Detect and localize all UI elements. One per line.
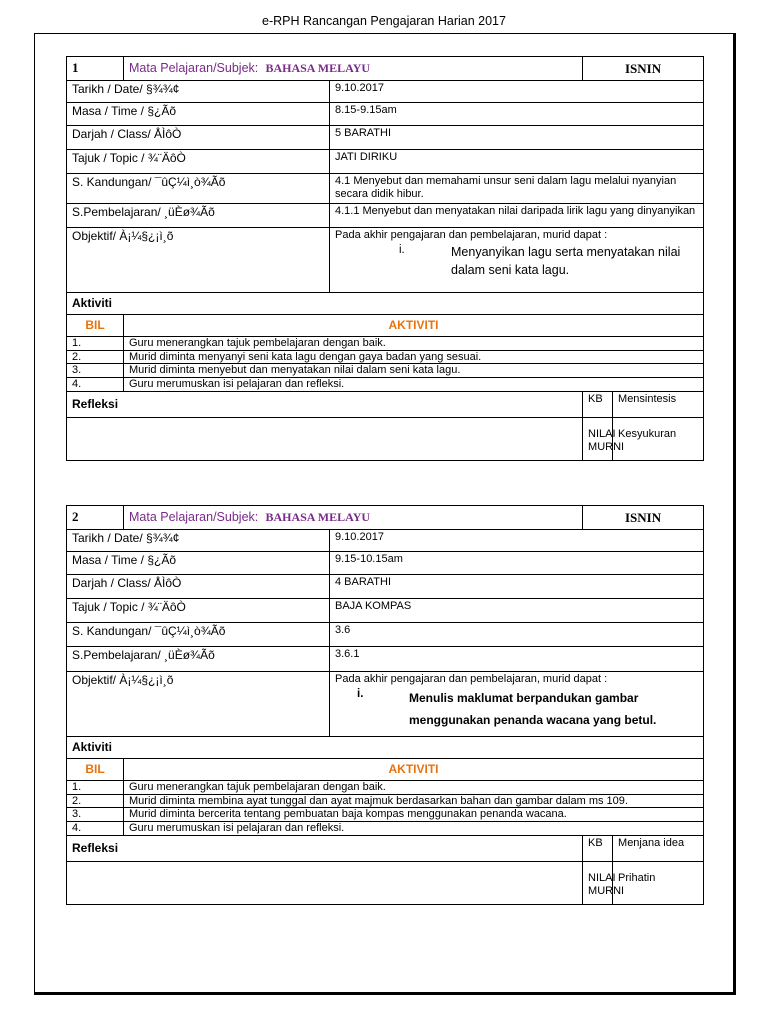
bil-header: BIL [67,759,124,781]
content-value: 4.1 Menyebut dan memahami unsur seni dalam lagu melalui nyanyian secara didik hibur. [330,174,704,204]
subject-cell [124,506,583,530]
activity-text: Murid diminta membina ayat tunggal dan ayat majmuk berdasarkan bahan dan gambar dalam ms 109. [124,794,704,808]
objective-text: Menulis maklumat berpandukan gambar menggunakan penanda wacana yang betul. [409,691,657,727]
topic-value: JATI DIRIKU [330,150,704,174]
objective-text: Menyanyikan lagu serta menyatakan nilai dalam seni kata lagu. [451,245,681,277]
content-value: 3.6 [330,623,704,647]
subject-cell [124,57,583,81]
nilai-murni-label: NILAI MURNI [583,861,613,904]
kb-label: KB [583,391,613,417]
nilai-murni-value: Prihatin [613,861,704,904]
activity-number: 2. [67,794,124,808]
aktiviti-header: AKTIVITI [124,315,704,337]
subject-value: BAHASA MELAYU [265,60,371,75]
time-value: 8.15-9.15am [330,103,704,126]
bil-header: BIL [67,315,124,337]
activity-number: 3. [67,808,124,822]
aktiviti-heading: Aktiviti [67,293,704,315]
subject-value: BAHASA MELAYU [265,509,371,524]
activity-text: Murid diminta menyanyi seni kata lagu dengan gaya badan yang sesuai. [124,350,704,364]
aktiviti-heading: Aktiviti [67,737,704,759]
activity-text: Guru menerangkan tajuk pembelajaran dengan baik. [124,781,704,795]
date-value: 9.10.2017 [330,530,704,552]
activity-number: 2. [67,350,124,364]
class-value: 4 BARATHI [330,575,704,599]
kb-label: KB [583,835,613,861]
subject-label: Mata Pelajaran/Subjek: [129,509,259,524]
lesson-number: 1 [67,57,124,81]
date-label: Tarikh / Date/ §¾¾¢ [67,81,330,103]
date-value: 9.10.2017 [330,81,704,103]
kb-value: Mensintesis [613,391,704,417]
time-value: 9.15-10.15am [330,552,704,575]
class-label: Darjah / Class/ ÅÌôÒ [67,575,330,599]
class-value: 5 BARATHI [330,126,704,150]
learning-value: 4.1.1 Menyebut dan menyatakan nilai daripada lirik lagu yang dinyanyikan [330,204,704,228]
date-label: Tarikh / Date/ §¾¾¢ [67,530,330,552]
lesson-plan-table-1 [66,56,704,461]
activity-text: Guru merumuskan isi pelajaran dan refleksi. [124,821,704,835]
objective-item [335,688,698,731]
refleksi-label: Refleksi [67,391,583,417]
subject-label: Mata Pelajaran/Subjek: [129,60,259,75]
content-label: S. Kandungan/ ¯ûÇ¼ì¸ò¾Ãõ [67,623,330,647]
time-label: Masa / Time / §¿Ãõ [67,552,330,575]
objective-value [330,672,704,737]
objective-label: Objektif/ À¡¼§¿¡ì¸õ [67,228,330,293]
objective-label: Objektif/ À¡¼§¿¡ì¸õ [67,672,330,737]
topic-label: Tajuk / Topic / ¾¨ÄôÒ [67,150,330,174]
lesson-number: 2 [67,506,124,530]
activity-number: 4. [67,821,124,835]
topic-value: BAJA KOMPAS [330,599,704,623]
learning-value: 3.6.1 [330,647,704,672]
activity-number: 3. [67,364,124,378]
aktiviti-header: AKTIVITI [124,759,704,781]
topic-label: Tajuk / Topic / ¾¨ÄôÒ [67,599,330,623]
objective-intro: Pada akhir pengajaran dan pembelajaran, murid dapat : [335,229,608,241]
activity-text: Guru merumuskan isi pelajaran dan refleksi. [124,377,704,391]
activity-number: 1. [67,781,124,795]
activity-text: Guru menerangkan tajuk pembelajaran dengan baik. [124,337,704,351]
day-value: ISNIN [583,57,704,81]
content-label: S. Kandungan/ ¯ûÇ¼ì¸ò¾Ãõ [67,174,330,204]
objective-number: i. [357,688,364,701]
activity-text: Murid diminta menyebut dan menyatakan nilai dalam seni kata lagu. [124,364,704,378]
activity-number: 4. [67,377,124,391]
nilai-murni-value: Kesyukuran [613,417,704,460]
refleksi-content [67,861,583,904]
refleksi-content [67,417,583,460]
kb-value: Menjana idea [613,835,704,861]
page-title: e-RPH Rancangan Pengajaran Harian 2017 [262,14,506,28]
lesson-plan-table-2 [66,505,704,905]
objective-item [335,244,698,279]
day-value: ISNIN [583,506,704,530]
refleksi-label: Refleksi [67,835,583,861]
learning-label: S.Pembelajaran/ ¸üÈø¾Ãõ [67,647,330,672]
time-label: Masa / Time / §¿Ãõ [67,103,330,126]
objective-number: i. [399,244,405,257]
objective-intro: Pada akhir pengajaran dan pembelajaran, murid dapat : [335,673,608,685]
activity-number: 1. [67,337,124,351]
objective-value [330,228,704,293]
nilai-murni-label: NILAI MURNI [583,417,613,460]
class-label: Darjah / Class/ ÅÌôÒ [67,126,330,150]
learning-label: S.Pembelajaran/ ¸üÈø¾Ãõ [67,204,330,228]
activity-text: Murid diminta bercerita tentang pembuatan baja kompas menggunakan penanda wacana. [124,808,704,822]
